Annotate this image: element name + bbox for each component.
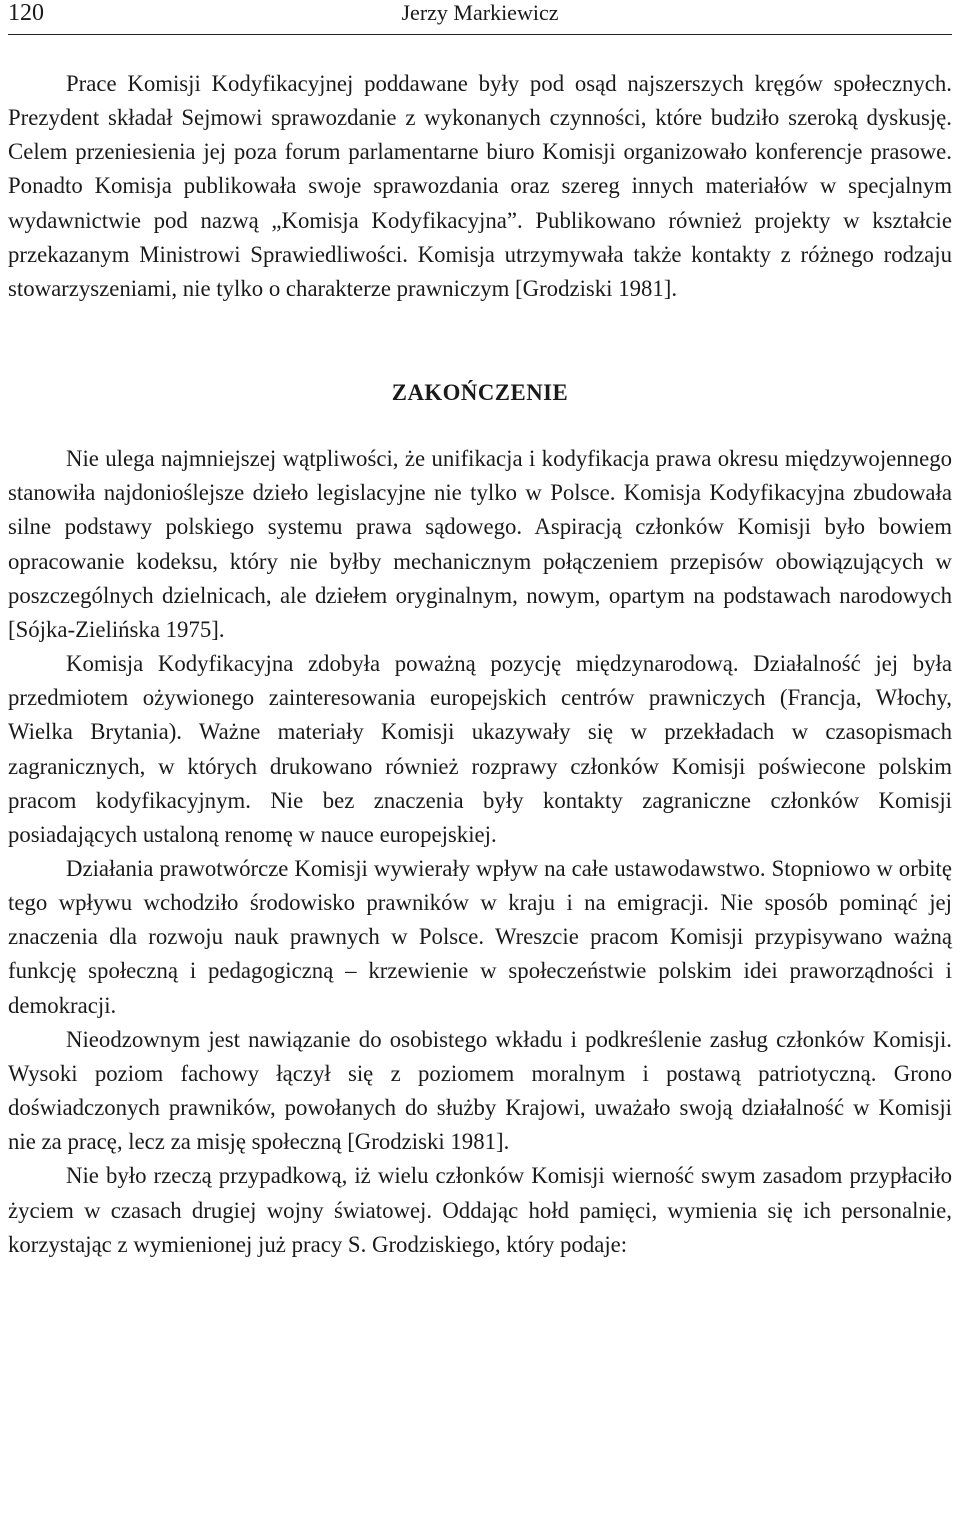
paragraph: Komisja Kodyfikacyjna zdobyła poważną pozycję międzynarodową. Działalność jej była przedmiotem ożywionego zainteresowania europejskich centrów prawniczych (Francja, Włochy, Wielka Brytania). Ważne materiały Komisji ukazywały się w przekładach w czasopismach zagranicznych, w których drukowano również rozprawy członków Komisji poświecone polskim pracom kodyfikacyjnym. Nie bez znaczenia były kontakty zagraniczne członków Komisji posiadających ustaloną renomę w nauce europejskiej. bbox=[8, 651, 952, 847]
section-heading: ZAKOŃCZENIE bbox=[391, 380, 569, 406]
page-header bbox=[8, 0, 952, 35]
page-number: 120 bbox=[8, 0, 44, 26]
paragraph: Działania prawotwórcze Komisji wywierały wpływ na całe ustawodawstwo. Stopniowo w orbitę tego wpływu wchodziło środowisko prawników w kraju i na emigracji. Nie sposób pominąć jej znaczenia dla rozwoju nauk prawnych w Polsce. Wreszcie pracom Komisji przypisywano ważną funkcję społeczną i pedagogiczną – krzewienie w społeczeństwie polskim idei praworządności i demokracji. bbox=[8, 855, 952, 1018]
paragraph: Prace Komisji Kodyfikacyjnej poddawane były pod osąd najszerszych kręgów społecznych. Prezydent składał Sejmowi sprawozdanie z wykonanych czynności, które budziło szeroką dyskusję. Celem przeniesienia jej poza forum parlamentarne biuro Komisji organizowało konferencje prasowe. Ponadto Komisja publikowała swoje sprawozdania oraz szereg innych materiałów w specjalnym wydawnictwie pod nazwą „Komisja Kodyfikacyjna”. Publikowano również projekty w kształcie przekazanym Ministrowi Sprawiedliwości. Komisja utrzymywała także kontakty z różnego rodzaju stowarzyszeniami, nie tylko o charakterze prawniczym [Grodziski 1981]. bbox=[8, 71, 952, 301]
paragraph: Nie ulega najmniejszej wątpliwości, że unifikacja i kodyfikacja prawa okresu międzywojennego stanowiła najdonioślejsze dzieło legislacyjne nie tylko w Polsce. Komisja Kodyfikacyjna zbudowała silne podstawy polskiego systemu prawa sądowego. Aspiracją członków Komisji było bowiem opracowanie kodeksu, który nie byłby mechanicznym połączeniem przepisów obowiązujących w poszczególnych dzielnicach, ale dziełem oryginalnym, nowym, opartym na podstawach narodowych [Sójka-Zielińska 1975]. bbox=[8, 446, 952, 642]
running-head: Jerzy Markiewicz bbox=[401, 0, 559, 25]
paragraph: Nieodzownym jest nawiązanie do osobistego wkładu i podkreślenie zasług członków Komisji. Wysoki poziom fachowy łączył się z poziomem moralnym i postawą patriotyczną. Grono doświadczonych prawników, powołanych do służby Krajowi, uważało swoją działalność w Komisji nie za pracę, lecz za misję społeczną [Grodziski 1981]. bbox=[8, 1026, 952, 1155]
paragraph: Nie było rzeczą przypadkową, iż wielu członków Komisji wierność swym zasadom przypłaciło życiem w czasach drugiej wojny światowej. Oddając hołd pamięci, wymienia się ich personalnie, korzystając z wymienionej już pracy S. Grodziskiego, który podaje: bbox=[8, 1163, 952, 1257]
section-spacer bbox=[8, 306, 952, 376]
body-text bbox=[8, 67, 952, 1262]
